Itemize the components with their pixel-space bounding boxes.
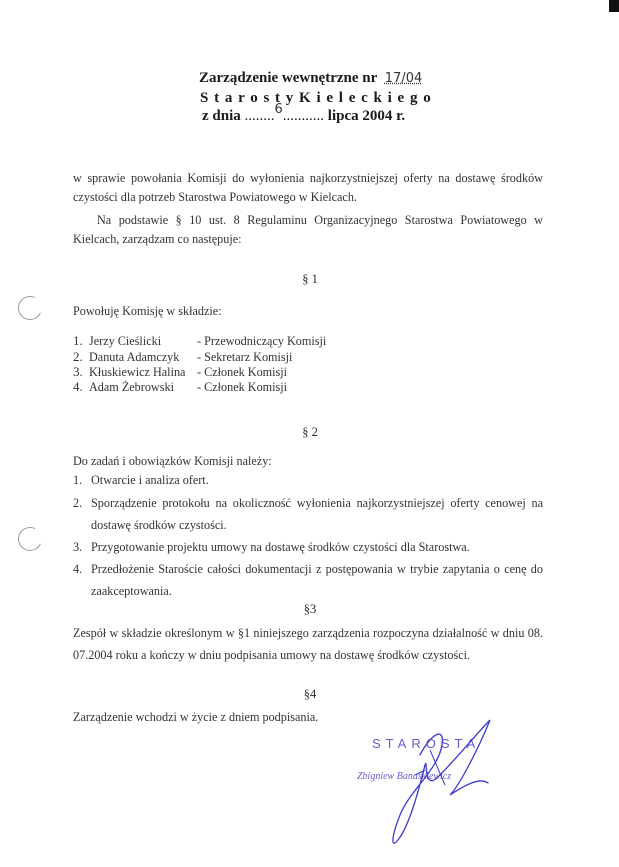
basis-paragraph: Na podstawie § 10 ust. 8 Regulaminu Organizacyjnego Starostwa Powiatowego w Kielcach, zarządzam co następuje: [73,213,543,246]
punch-hole-mark [15,524,46,555]
member-role: - Członek Komisji [197,380,288,394]
section-4-text: Zarządzenie wchodzi w życie z dniem podpisania. [73,710,319,724]
section-3-text: Zespół w składzie określonym w §1 niniejszego zarządzenia rozpoczyna działalność w dniu 08. 07.2004 roku a kończy w dniu podpisania umowy na dostawę środków czystości. [73,626,543,662]
section-1-heading: § 1 [302,272,318,286]
member-name: Adam Żebrowski [89,380,174,394]
duty-text: Przygotowanie projektu umowy na dostawę środków czystości dla Starostwa. [91,540,470,554]
duty-item [73,558,543,602]
duty-number: 4. [73,562,83,576]
corner-mark [609,0,619,12]
stamp-title: STAROSTA [372,736,481,751]
member-name: Jerzy Cieślicki [89,334,162,348]
duty-item [73,469,543,491]
duty-number: 2. [73,496,83,510]
section-2-intro: Do zadań i obowiązków Komisji należy: [73,454,272,468]
header-line-1 [199,70,422,87]
member-number: 4. [73,379,83,394]
duty-text: Sporządzenie protokołu na okoliczność wyłonienia najkorzystniejszej oferty cenowej na dostawę środków czystości. [91,496,543,532]
header-line-2: S t a r o s t y K i e l e c k i e g o [200,90,432,106]
section-2-heading: § 2 [302,425,318,439]
section-1-intro: Powołuję Komisję w składzie: [73,304,222,318]
header-date-prefix: z dnia [202,108,241,124]
duty-item [73,536,543,558]
date-dots-after: ........... [282,108,325,124]
duty-number: 3. [73,540,83,554]
member-row [73,349,292,365]
member-role: - Sekretarz Komisji [197,350,293,364]
member-row [73,333,326,349]
signature-icon [330,715,520,855]
handwritten-day: 6 [274,102,283,117]
member-row [73,364,287,380]
duty-number: 1. [73,473,83,487]
member-number: 2. [73,349,83,364]
handwritten-number: 17/04 [384,71,423,86]
member-role: - Członek Komisji [197,365,288,379]
header-date-suffix: lipca 2004 r. [327,108,406,124]
punch-hole-mark [15,293,46,324]
header-title: Zarządzenie wewnętrzne nr [199,70,378,86]
duty-text: Otwarcie i analiza ofert. [91,473,209,487]
header-line-3 [202,102,406,125]
duty-item [73,492,543,536]
member-name: Kłuskiewicz Halina [89,365,186,379]
member-role: - Przewodniczący Komisji [197,334,327,348]
duty-text: Przedłożenie Staroście całości dokumentacji z postępowania w trybie zapytania o cenę do zaakceptowania. [91,562,543,598]
member-number: 3. [73,364,83,379]
subject-paragraph: w sprawie powołania Komisji do wyłonienia najkorzystniejszej oferty na dostawę środków czystości dla potrzeb Starostwa Powiatowego w Kielcach. [73,171,543,204]
member-name: Danuta Adamczyk [89,350,180,364]
date-dots-before: ........ [244,108,275,124]
stamp-name: Zbigniew Banaśkiewicz [357,771,452,782]
member-number: 1. [73,333,83,348]
member-row [73,379,287,395]
section-3-heading: §3 [303,602,317,616]
section-4-heading: §4 [303,687,317,701]
